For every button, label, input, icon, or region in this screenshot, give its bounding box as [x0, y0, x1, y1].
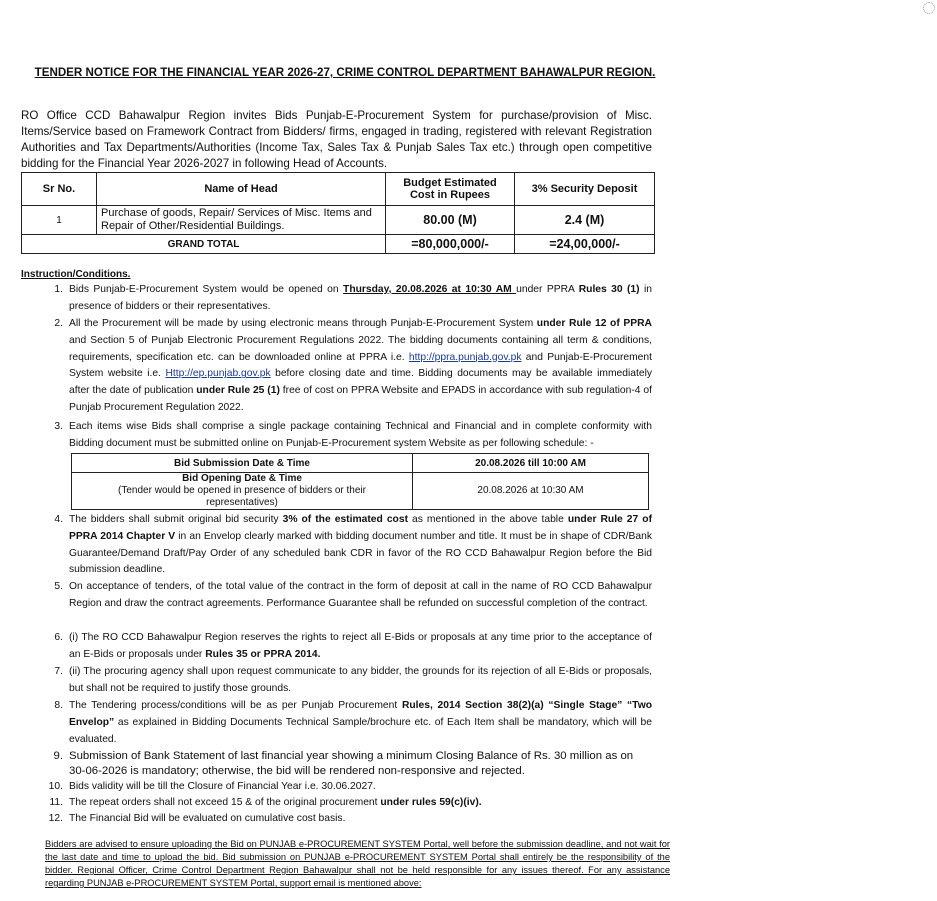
schedule-submission-label: Bid Submission Date & Time	[72, 454, 413, 473]
list-item: 4. The bidders shall submit original bid security 3% of the estimated cost as mentioned in the above table under Rule 27 of PPRA 2014 Chapter V in an Envelop clearly marked with bidding document number and title. It must be in shape of CDR/Bank Guarantee/Demand Draft/Pay Order of any scheduled bank CDR in favor of the RO CCD Bahawalpur Region before the Bid submission deadline.	[54, 514, 653, 576]
list-item: 11. The repeat orders shall not exceed 15 & of the original procurement under rules 59(c)(iv).	[49, 797, 482, 808]
cell-name: Purchase of goods, Repair/ Services of Misc. Items and Repair of Other/Residential Buildings.	[97, 206, 386, 235]
footer-note: Bidders are advised to ensure uploading the Bid on PUNJAB e-PROCUREMENT SYSTEM Portal, well before the submission deadline, and not wait for the last date and time to upload the bid. Bid submission on PUNJAB e-PROCUREMENT SYSTEM Portal shall entirely be the responsibility of the bidder. Regional Officer, Crime Control Department Region Bahawalpur shall not be held responsible for any issues thereof. For any assistance regarding PUNJAB e-PROCUREMENT SYSTEM Portal, support email is mentioned above:	[45, 839, 670, 888]
schedule-submission-value: 20.08.2026 till 10:00 AM	[413, 454, 649, 473]
grand-total-label: GRAND TOTAL	[22, 235, 386, 254]
intro-paragraph: RO Office CCD Bahawalpur Region invites Bids Punjab-E-Procurement System for purchase/provision of Misc. Items/Service based on Framework Contract from Bidders/ firms, engaged in trading, registered with relevant Registration Authorities and Tax Departments/Authorities (Income Tax, Sales Tax & Punjab Sales Tax etc.) through open competitive bidding for the Financial Year 2026-2027 in following Head of Accounts.	[21, 109, 652, 170]
grand-total-deposit: =24,00,000/-	[515, 235, 655, 254]
epadp-link[interactable]: Http://ep.punjab.gov.pk	[165, 368, 271, 380]
list-item: 12. The Financial Bid will be evaluated on cumulative cost basis.	[48, 813, 346, 824]
cell-cost: 80.00 (M)	[386, 206, 515, 235]
list-item: 5. On acceptance of tenders, of the total value of the contract in the form of deposit at call in the name of RO CCD Bahawalpur Region and draw the contract agreements. Performance Guarantee shall be refunded on successful completion of the contract.	[54, 581, 652, 609]
list-item: 7. (ii) The procuring agency shall upon request communicate to any bidder, the grounds for its rejection of all E-Bids or proposals, but shall not be required to justify those grounds.	[54, 666, 652, 694]
list-item: 1. Bids Punjab-E-Procurement System would be opened on Thursday, 20.08.2026 at 10:30 AM under PPRA Rules 30 (1) in presence of bidders or their representatives.	[54, 284, 653, 312]
table-row	[72, 454, 649, 473]
table-row	[22, 206, 655, 235]
grand-total-row	[22, 235, 655, 254]
header-budget-cost: Budget Estimated Cost in Rupees	[386, 173, 515, 206]
cell-sr: 1	[22, 206, 97, 235]
loading-spinner-icon	[923, 2, 935, 14]
schedule-table	[71, 453, 649, 510]
header-sr-no: Sr No.	[22, 173, 97, 206]
notice-title: TENDER NOTICE FOR THE FINANCIAL YEAR 2026-27, CRIME CONTROL DEPARTMENT BAHAWALPUR REGION.	[34, 66, 656, 79]
list-item: 9. Submission of Bank Statement of last financial year showing a minimum Closing Balance of Rs. 30 million as on 30-06-2026 is mandatory; otherwise, the bid will be rendered non-responsive and rejected.	[53, 750, 634, 777]
list-item: 8. The Tendering process/conditions will be as per Punjab Procurement Rules, 2014 Section 38(2)(a) “Single Stage” “Two Envelop” as explained in Bidding Documents Technical Sample/brochure etc. of Each Item shall be mandatory, which will be evaluated.	[54, 700, 652, 745]
schedule-opening-value: 20.08.2026 at 10:30 AM	[413, 473, 649, 510]
instructions-heading: Instruction/Conditions.	[21, 269, 131, 280]
list-item: 10. Bids validity will be till the Closure of Financial Year i.e. 30.06.2027.	[48, 781, 376, 792]
list-item: 6. (i) The RO CCD Bahawalpur Region reserves the rights to reject all E-Bids or proposals at any time prior to the acceptance of an E-Bids or proposals under Rules 35 or PPRA 2014.	[54, 632, 652, 660]
table-row	[72, 473, 649, 510]
ppra-link[interactable]: http://ppra.punjab.gov.pk	[408, 351, 522, 363]
list-item: 3. Each items wise Bids shall comprise a single package containing Technical and Financial and in complete conformity with Bidding document must be submitted online on Punjab-E-Procurement system Website as per following schedule: -	[54, 421, 652, 449]
header-security-deposit: 3% Security Deposit	[515, 173, 655, 206]
budget-table-header	[22, 173, 655, 206]
header-name-of-head: Name of Head	[97, 173, 386, 206]
list-item: 2. All the Procurement will be made by using electronic means through Punjab-E-Procurement System under Rule 12 of PPRA and Section 5 of Punjab Electronic Procurement Regulations 2022. The bidding documents containing all term & conditions, requirements, specification etc. can be downloaded online at PPRA i.e. http://ppra.punjab.gov.pk and Punjab-E-Procurement System website i.e. Http://ep.punjab.gov.pk before closing date and time. Bidding documents may be available immediately after the date of publication under Rule 25 (1) free of cost on PPRA Website and EPADS in accordance with sub regulation-4 of Punjab Procurement Regulation 2022.	[54, 318, 653, 413]
cell-deposit: 2.4 (M)	[515, 206, 655, 235]
schedule-opening-label: Bid Opening Date & Time (Tender would be opened in presence of bidders or their representatives)	[72, 473, 413, 510]
grand-total-cost: =80,000,000/-	[386, 235, 515, 254]
budget-table	[21, 172, 655, 254]
